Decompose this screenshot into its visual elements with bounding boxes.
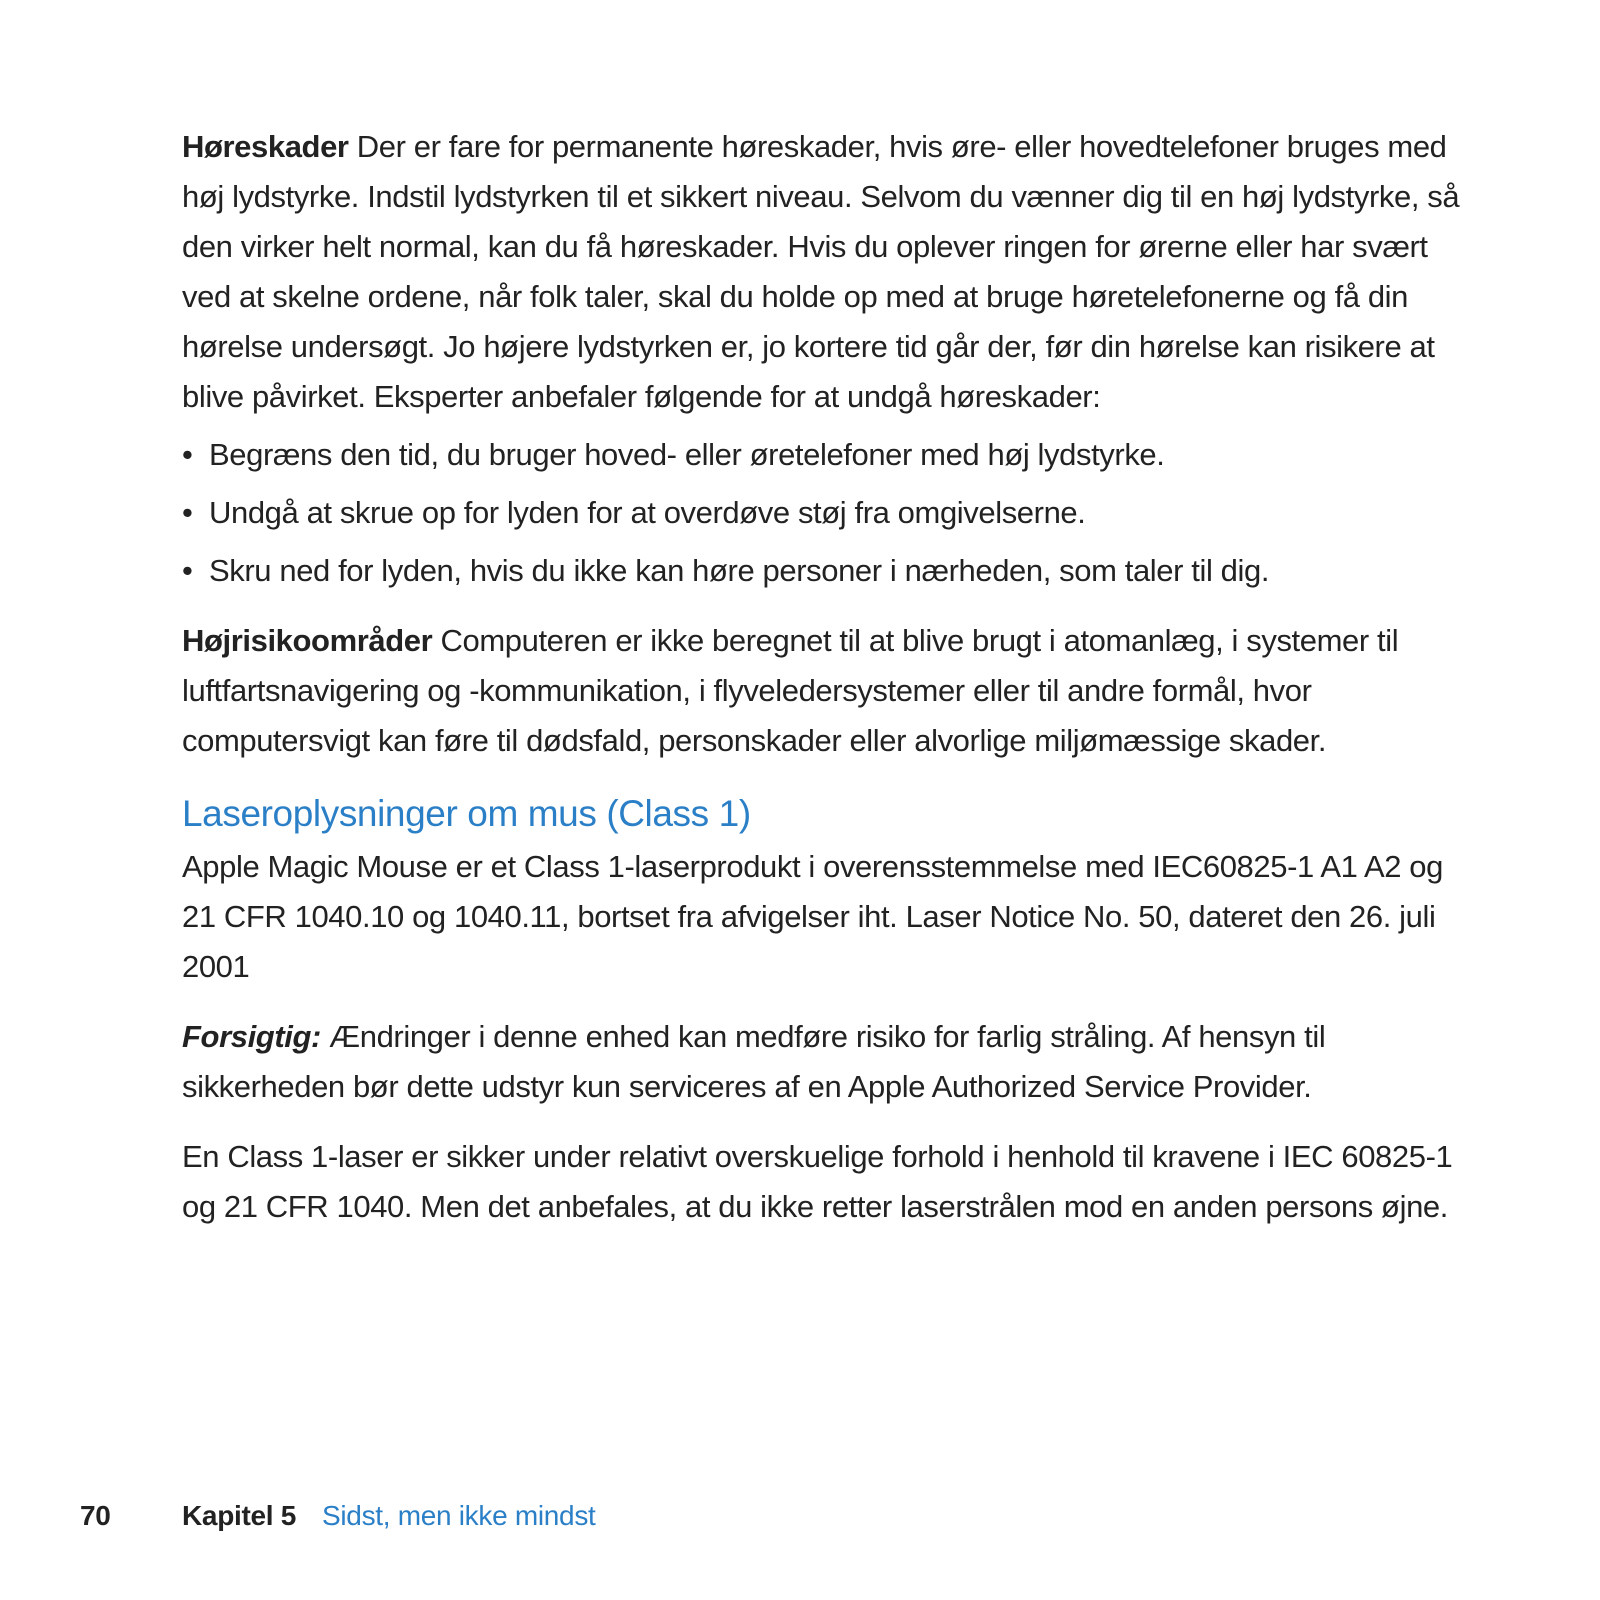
laser-heading: Laseroplysninger om mus (Class 1) [182,793,751,834]
chapter-label: Kapitel 5 [182,1500,297,1531]
page-body [182,122,1482,1232]
caution-lead: Forsigtig: [182,1019,321,1054]
bullet-icon: • [182,495,193,530]
high-risk-paragraph [182,616,1482,766]
laser-paragraph: Apple Magic Mouse er et Class 1-laserprodukt i overensstemmelse med IEC60825-1 A1 A2 og 21 CFR 1040.10 og 1040.11, bortset fra afvigelser iht. Laser Notice No. 50, dateret den 26. juli 2001 [182,849,1443,984]
list-item [182,488,1482,538]
list-item [182,546,1482,596]
bullet-icon: • [182,437,193,472]
hearing-bullet-list [182,430,1482,596]
hearing-lead: Høreskader [182,129,349,164]
hearing-text: Der er fare for permanente høreskader, hvis øre- eller hovedtelefoner bruges med høj lydstyrke. Indstil lydstyrken til et sikkert niveau. Selvom du vænner dig til en høj lydstyrke, så den virker helt normal, kan du få høreskader. Hvis du oplever ringen for ørerne eller har svært ved at skelne ordene, når folk taler, skal du holde op med at bruge høretelefonerne og få din hørelse undersøgt. Jo højere lydstyrken er, jo kortere tid går der, før din hørelse kan risikere at blive påvirket. Eksperter anbefaler følgende for at undgå høreskader: [182,129,1460,414]
list-item [182,430,1482,480]
list-item-text: Begræns den tid, du bruger hoved- eller øretelefoner med høj lydstyrke. [209,437,1165,472]
chapter-title: Sidst, men ikke mindst [322,1500,596,1531]
caution-paragraph [182,1012,1482,1112]
hearing-paragraph [182,122,1482,422]
bullet-icon: • [182,553,193,588]
list-item-text: Undgå at skrue op for lyden for at overdøve støj fra omgivelserne. [209,495,1086,530]
caution-text: Ændringer i denne enhed kan medføre risiko for farlig stråling. Af hensyn til sikkerheden bør dette udstyr kun serviceres af en Apple Authorized Service Provider. [182,1019,1326,1104]
page-footer [0,1496,1600,1536]
high-risk-text: Computeren er ikke beregnet til at blive brugt i atomanlæg, i systemer til luftfartsnavigering og -kommunikation, i flyveledersystemer eller til andre formål, hvor computersvigt kan føre til dødsfald, personskader eller alvorlige miljømæssige skader. [182,623,1399,758]
laser-safety-paragraph: En Class 1-laser er sikker under relativt overskuelige forhold i henhold til kravene i IEC 60825-1 og 21 CFR 1040. Men det anbefales, at du ikke retter laserstrålen mod en anden persons øjne. [182,1139,1453,1224]
list-item-text: Skru ned for lyden, hvis du ikke kan høre personer i nærheden, som taler til dig. [209,553,1270,588]
high-risk-lead: Højrisikoområder [182,623,433,658]
page-number: 70 [80,1500,111,1531]
